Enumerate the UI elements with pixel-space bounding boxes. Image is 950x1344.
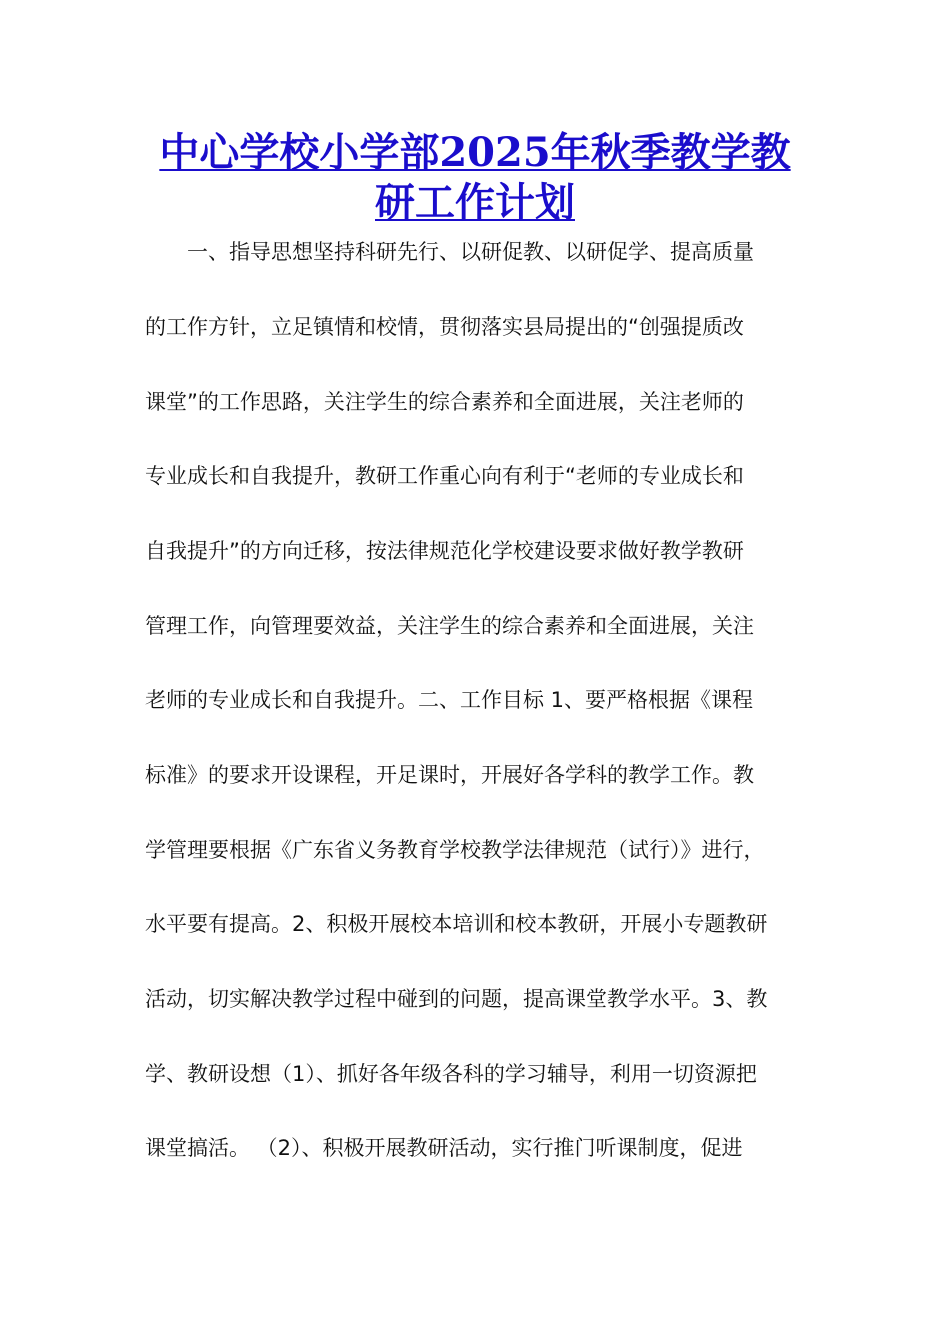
document-title-line-1[interactable]: 中心学校小学部2025年秋季教学教 [159, 129, 791, 176]
body-text-line: 专业成长和自我提升，教研工作重心向有利于“老师的专业成长和 [145, 464, 744, 488]
body-text-line: 标准》的要求开设课程，开足课时，开展好各学科的教学工作。教 [145, 763, 754, 787]
body-text-line: 课堂”的工作思路，关注学生的综合素养和全面进展，关注老师的 [145, 390, 744, 414]
body-text-line: 管理工作，向管理要效益，关注学生的综合素养和全面进展，关注 [145, 614, 754, 638]
body-text-line: 课堂搞活。 （2）、积极开展教研活动，实行推门听课制度，促进 [145, 1136, 743, 1160]
body-text-line: 水平要有提高。2、积极开展校本培训和校本教研，开展小专题教研 [145, 912, 768, 936]
document-title-line-2[interactable]: 研工作计划 [375, 179, 575, 226]
body-text-line: 老师的专业成长和自我提升。二、工作目标 1、要严格根据《课程 [145, 688, 754, 712]
body-text-line: 一、指导思想坚持科研先行、以研促教、以研促学、提高质量 [187, 240, 754, 264]
body-text-line: 学、教研设想（1）、抓好各年级各科的学习辅导，利用一切资源把 [145, 1062, 757, 1086]
body-text-line: 活动，切实解决教学过程中碰到的问题，提高课堂教学水平。3、教 [145, 987, 768, 1011]
body-text-line: 的工作方针，立足镇情和校情，贯彻落实县局提出的“创强提质改 [145, 315, 744, 339]
body-text-line: 学管理要根据《广东省义务教育学校教学法律规范（试行）》进行， [145, 838, 765, 862]
body-text-line: 自我提升”的方向迁移，按法律规范化学校建设要求做好教学教研 [145, 539, 744, 563]
